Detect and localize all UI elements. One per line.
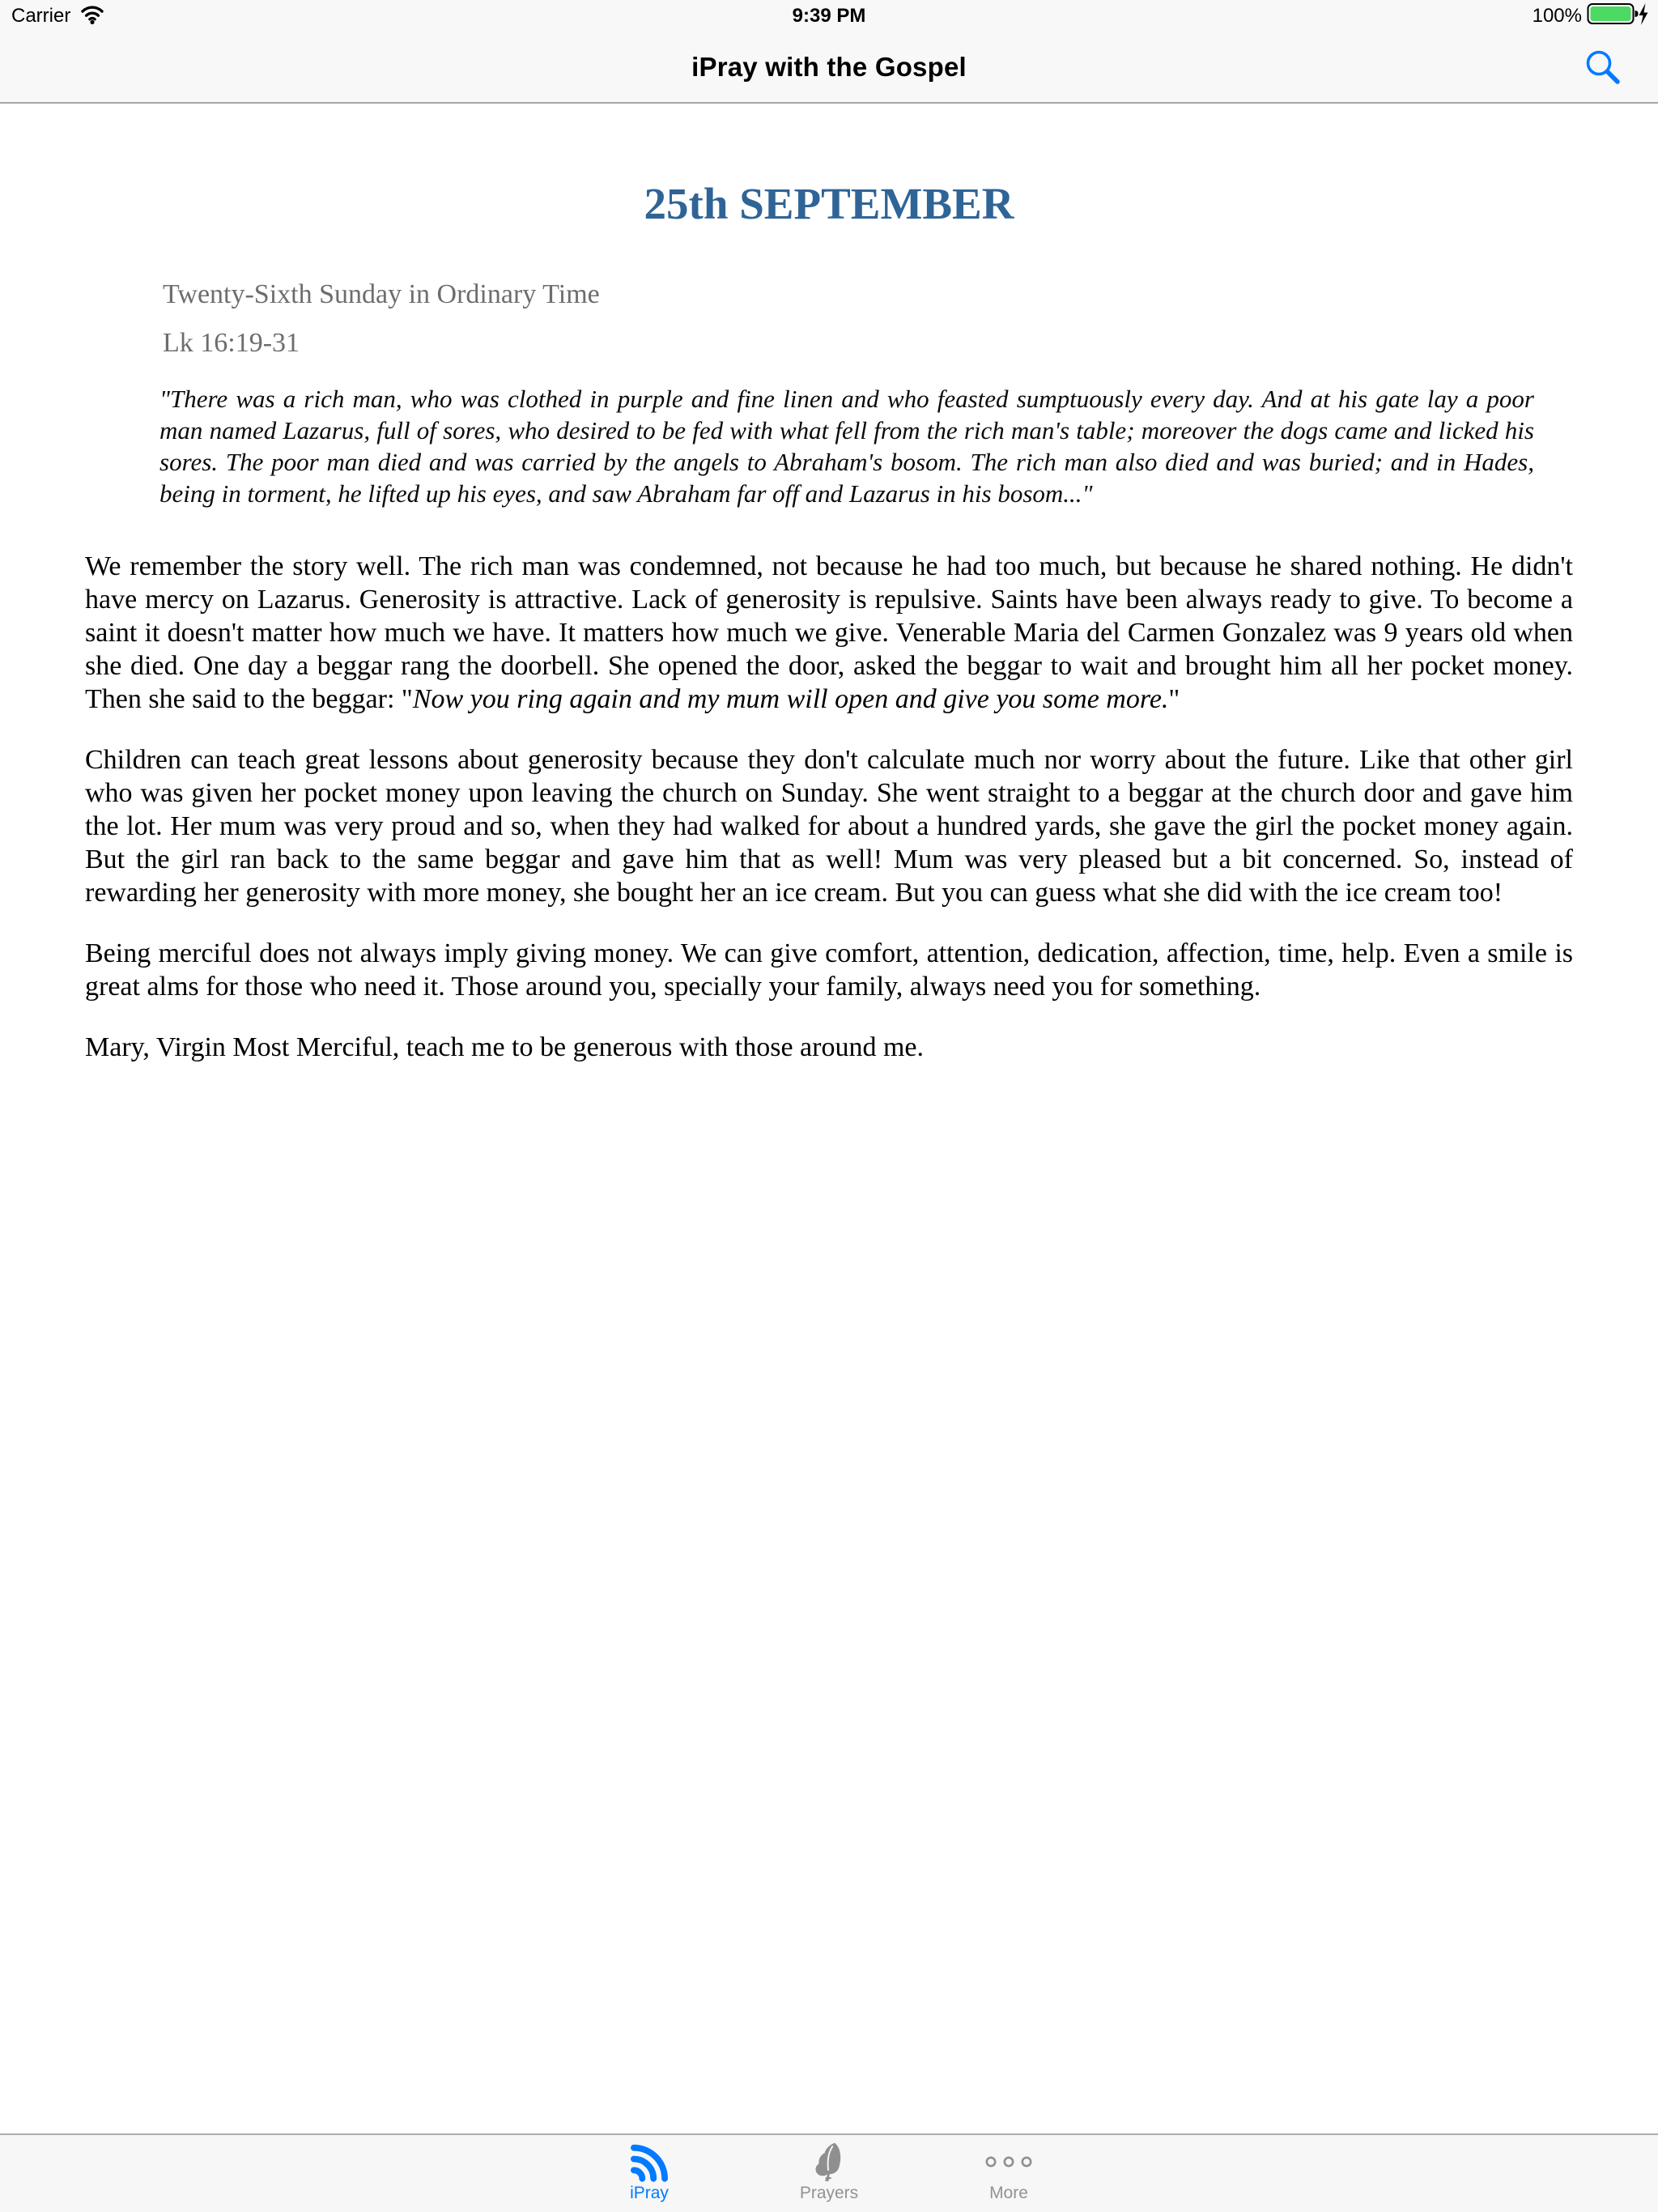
scripture-reference: Lk 16:19-31 — [163, 328, 300, 358]
status-time: 9:39 PM — [792, 5, 866, 27]
content-scroll-area[interactable] — [0, 104, 1658, 2132]
paragraph-italic-quote: Now you ring again and my mum will open and give you some more. — [412, 684, 1169, 714]
battery-full-charging-icon — [1587, 0, 1650, 33]
paragraph-closing-quote: " — [1168, 684, 1180, 714]
paragraph-text: We remember the story well. The rich man was condemned, not because he had too much, but because he shared nothing. He didn't have mercy on Lazarus. Generosity is attractive. Lack of generosity is repulsive. Saints have been always ready to give. To become a saint it doesn't matter how much we have. It matters how much we give. Venerable Maria del Carmen Gonzalez was 9 years old when she died. One day a beggar rang the doorbell. She opened the door, asked the beggar to wait and brought him all her pocket money. Then she said to the beggar: " — [85, 551, 1573, 714]
tab-item-more[interactable] — [919, 2135, 1099, 2212]
nav-bar — [0, 32, 1658, 102]
top-chrome — [0, 0, 1658, 104]
status-bar — [0, 0, 1658, 32]
tab-bar — [0, 2133, 1658, 2212]
commentary-paragraph-2: Children can teach great lessons about generosity because they don't calculate much nor worry about the future. Like that other girl who was given her pocket money upon leaving the church on Sunday. She went straight to a beggar at the church door and gave him the lot. Her mum was very proud and so, when they had walked for about a hundred yards, she gave the girl the pocket money again. But the girl ran back to the same beggar and gave him that as well! Mum was very pleased but a bit concerned. So, instead of rewarding her generosity with more money, she bought her an ice cream. But you can guess what she did with the ice cream too! — [85, 745, 1573, 908]
commentary-paragraph-3: Being merciful does not always imply giving money. We can give comfort, attention, dedication, affection, time, help. Even a smile is great alms for those who need it. Those around you, specially your family, always need you for something. — [85, 938, 1573, 1002]
tab-item-ipray[interactable] — [559, 2135, 739, 2212]
praying-hands-icon — [809, 2142, 849, 2182]
search-icon — [1584, 48, 1622, 89]
date-heading: 25th SEPTEMBER — [644, 179, 1014, 228]
gospel-quote: "There was a rich man, who was clothed in purple and fine linen and who feasted sumptuously every day. And at his gate lay a poor man named Lazarus, full of sores, who desired to be fed with what fell from the rich man's table; moreover the dogs came and licked his sores. The poor man died and was carried by the angels to Abraham's bosom. The rich man also died and was buried; and in Hades, being in torment, he lifted up his eyes, and saw Abraham far off and Lazarus in his bosom..." — [159, 385, 1534, 508]
ipray-signal-arcs-icon — [628, 2142, 670, 2182]
commentary-paragraph-1 — [85, 550, 1573, 716]
carrier-label: Carrier — [11, 5, 71, 27]
battery-percent: 100% — [1532, 5, 1582, 27]
prayer-paragraph: Mary, Virgin Most Merciful, teach me to be generous with those around me. — [85, 1032, 924, 1062]
feast-subtitle: Twenty-Sixth Sunday in Ordinary Time — [163, 279, 600, 309]
page-title: iPray with the Gospel — [691, 52, 967, 82]
more-ellipsis-icon — [982, 2142, 1035, 2182]
tab-item-prayers[interactable] — [739, 2135, 919, 2212]
search-button[interactable] — [1582, 47, 1624, 89]
tab-label: Prayers — [799, 2184, 859, 2202]
status-right — [1533, 0, 1650, 32]
tab-label: More — [989, 2184, 1028, 2202]
tab-label: iPray — [630, 2184, 669, 2202]
